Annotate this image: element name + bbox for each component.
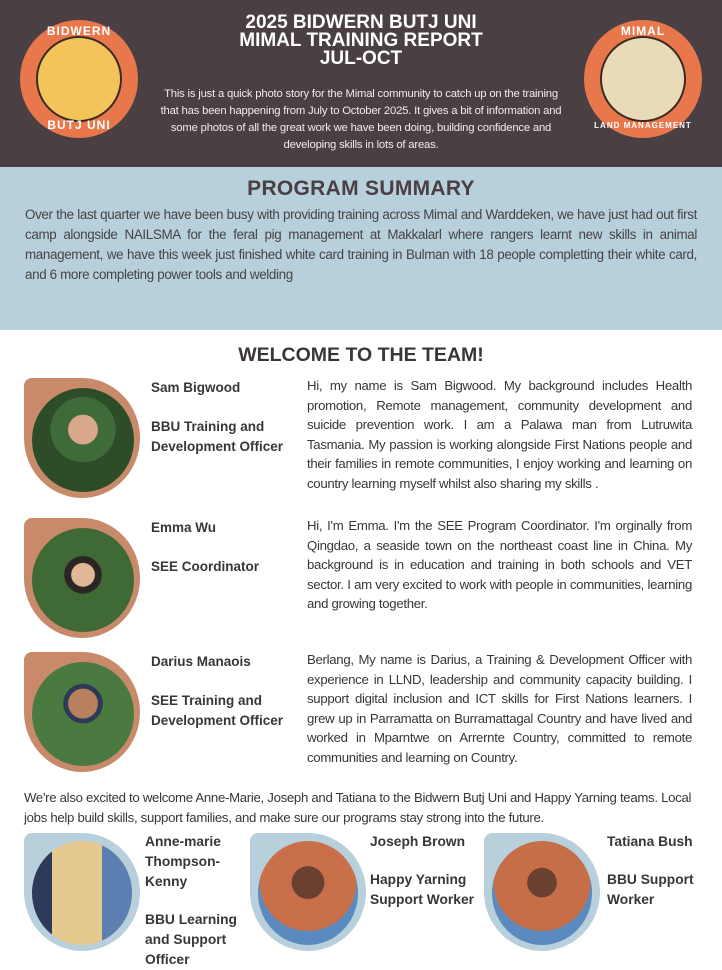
logo-right-bottom-text: LAND MANAGEMENT [594, 121, 692, 130]
local-role: Happy Yarning Support Worker [370, 872, 474, 907]
staff-role: SEE Coordinator [151, 559, 260, 574]
intro-text: This is just a quick photo story for the Mimal community to catch up on the training that has been happening from July to October 2025. It gives a bit of information and some photos of all the great work we have been doing, building confidence and developing skills in lots of areas. [160, 88, 562, 151]
local-role: BBU Support Worker [607, 872, 694, 907]
staff-name: Emma Wu [151, 520, 217, 535]
staff-bio: Hi, my name is Sam Bigwood. My background includes Health promotion, Remote management, community development and suicide prevention work. I am a Palawa man from Lutruwita Tasmania. My passion is working alongside First Nations people and their families in remote communities, I enjoy working and learning on country learning myself whilst also sharing my skills . [307, 378, 692, 491]
staff-photo [32, 388, 134, 492]
local-name: Anne-marie Thompson-Kenny [145, 834, 221, 889]
program-summary [0, 167, 722, 330]
local-photo-frame [24, 833, 140, 951]
local-photo [258, 841, 358, 945]
local-staff-card [370, 832, 480, 910]
welcome-locals-text: We're also excited to welcome Anne-Marie, Joseph and Tatiana to the Bidwern Butj Uni and Happy Yarning teams. Local jobs help build skills, support families, and make sure our programs stay strong into the future. [24, 790, 692, 825]
report-header [0, 0, 722, 167]
staff-name: Sam Bigwood [151, 380, 241, 395]
staff-photo-frame [24, 652, 140, 772]
staff-bio: Berlang, My name is Darius, a Training & Development Officer with experience in LLND, leadership and community capacity building. I support digital inclusion and ICT skills for First Nations learners. I grew up in Parramatta on Burramattagal Country and have lived and worked in Mparntwe on Arrernte Country, committed to remote communities and learning on Country. [307, 652, 692, 765]
local-photo [32, 841, 132, 945]
title-line: JUL-OCT [319, 48, 403, 69]
local-name: Joseph Brown [370, 834, 466, 849]
local-photo [492, 841, 592, 945]
title-line: 2025 BIDWERN BUTJ UNI [245, 12, 477, 33]
local-photo-frame [484, 833, 600, 951]
local-staff-card [607, 832, 717, 910]
summary-text: Over the last quarter we have been busy with providing training across Mimal and Warddeken, we have just had out first camp alongside NAILSMA for the feral pig management at Makkalarl where rangers learnt new skills in animal management, we have this week just finished white card training in Bulman with 18 people completting their white card, and 6 more completing power tools and welding [25, 207, 697, 282]
staff-photo-frame [24, 518, 140, 638]
staff-role: BBU Training and Development Officer [151, 419, 284, 454]
staff-photo [32, 528, 134, 632]
local-name: Tatiana Bush [607, 834, 693, 849]
report-title [180, 14, 542, 68]
local-staff-card [145, 832, 245, 970]
staff-bio: Hi, I'm Emma. I'm the SEE Program Coordinator. I'm orginally from Qingdao, a seaside town on the northeast coast line in China. My background is in education and training in both schools and VET sector. I am very excited to work with people in communities, learning and growing together. [307, 518, 692, 611]
summary-heading: PROGRAM SUMMARY [247, 177, 475, 200]
logo-left-bottom-text: BUTJ UNI [47, 118, 111, 132]
staff-photo-frame [24, 378, 140, 498]
local-photo-frame [250, 833, 366, 951]
welcome-heading: WELCOME TO THE TEAM! [238, 344, 484, 366]
title-line: MIMAL TRAINING REPORT [239, 30, 483, 51]
logo-left-top-text: BIDWERN [46, 24, 112, 38]
local-role: BBU Learning and Support Officer [145, 912, 237, 967]
staff-photo [32, 662, 134, 766]
staff-role: SEE Training and Development Officer [151, 693, 284, 728]
mimal-land-management-logo [584, 20, 702, 138]
bidwern-butj-uni-logo [20, 20, 138, 138]
staff-name: Darius Manaois [151, 654, 251, 669]
logo-right-top-text: MIMAL [620, 24, 666, 38]
